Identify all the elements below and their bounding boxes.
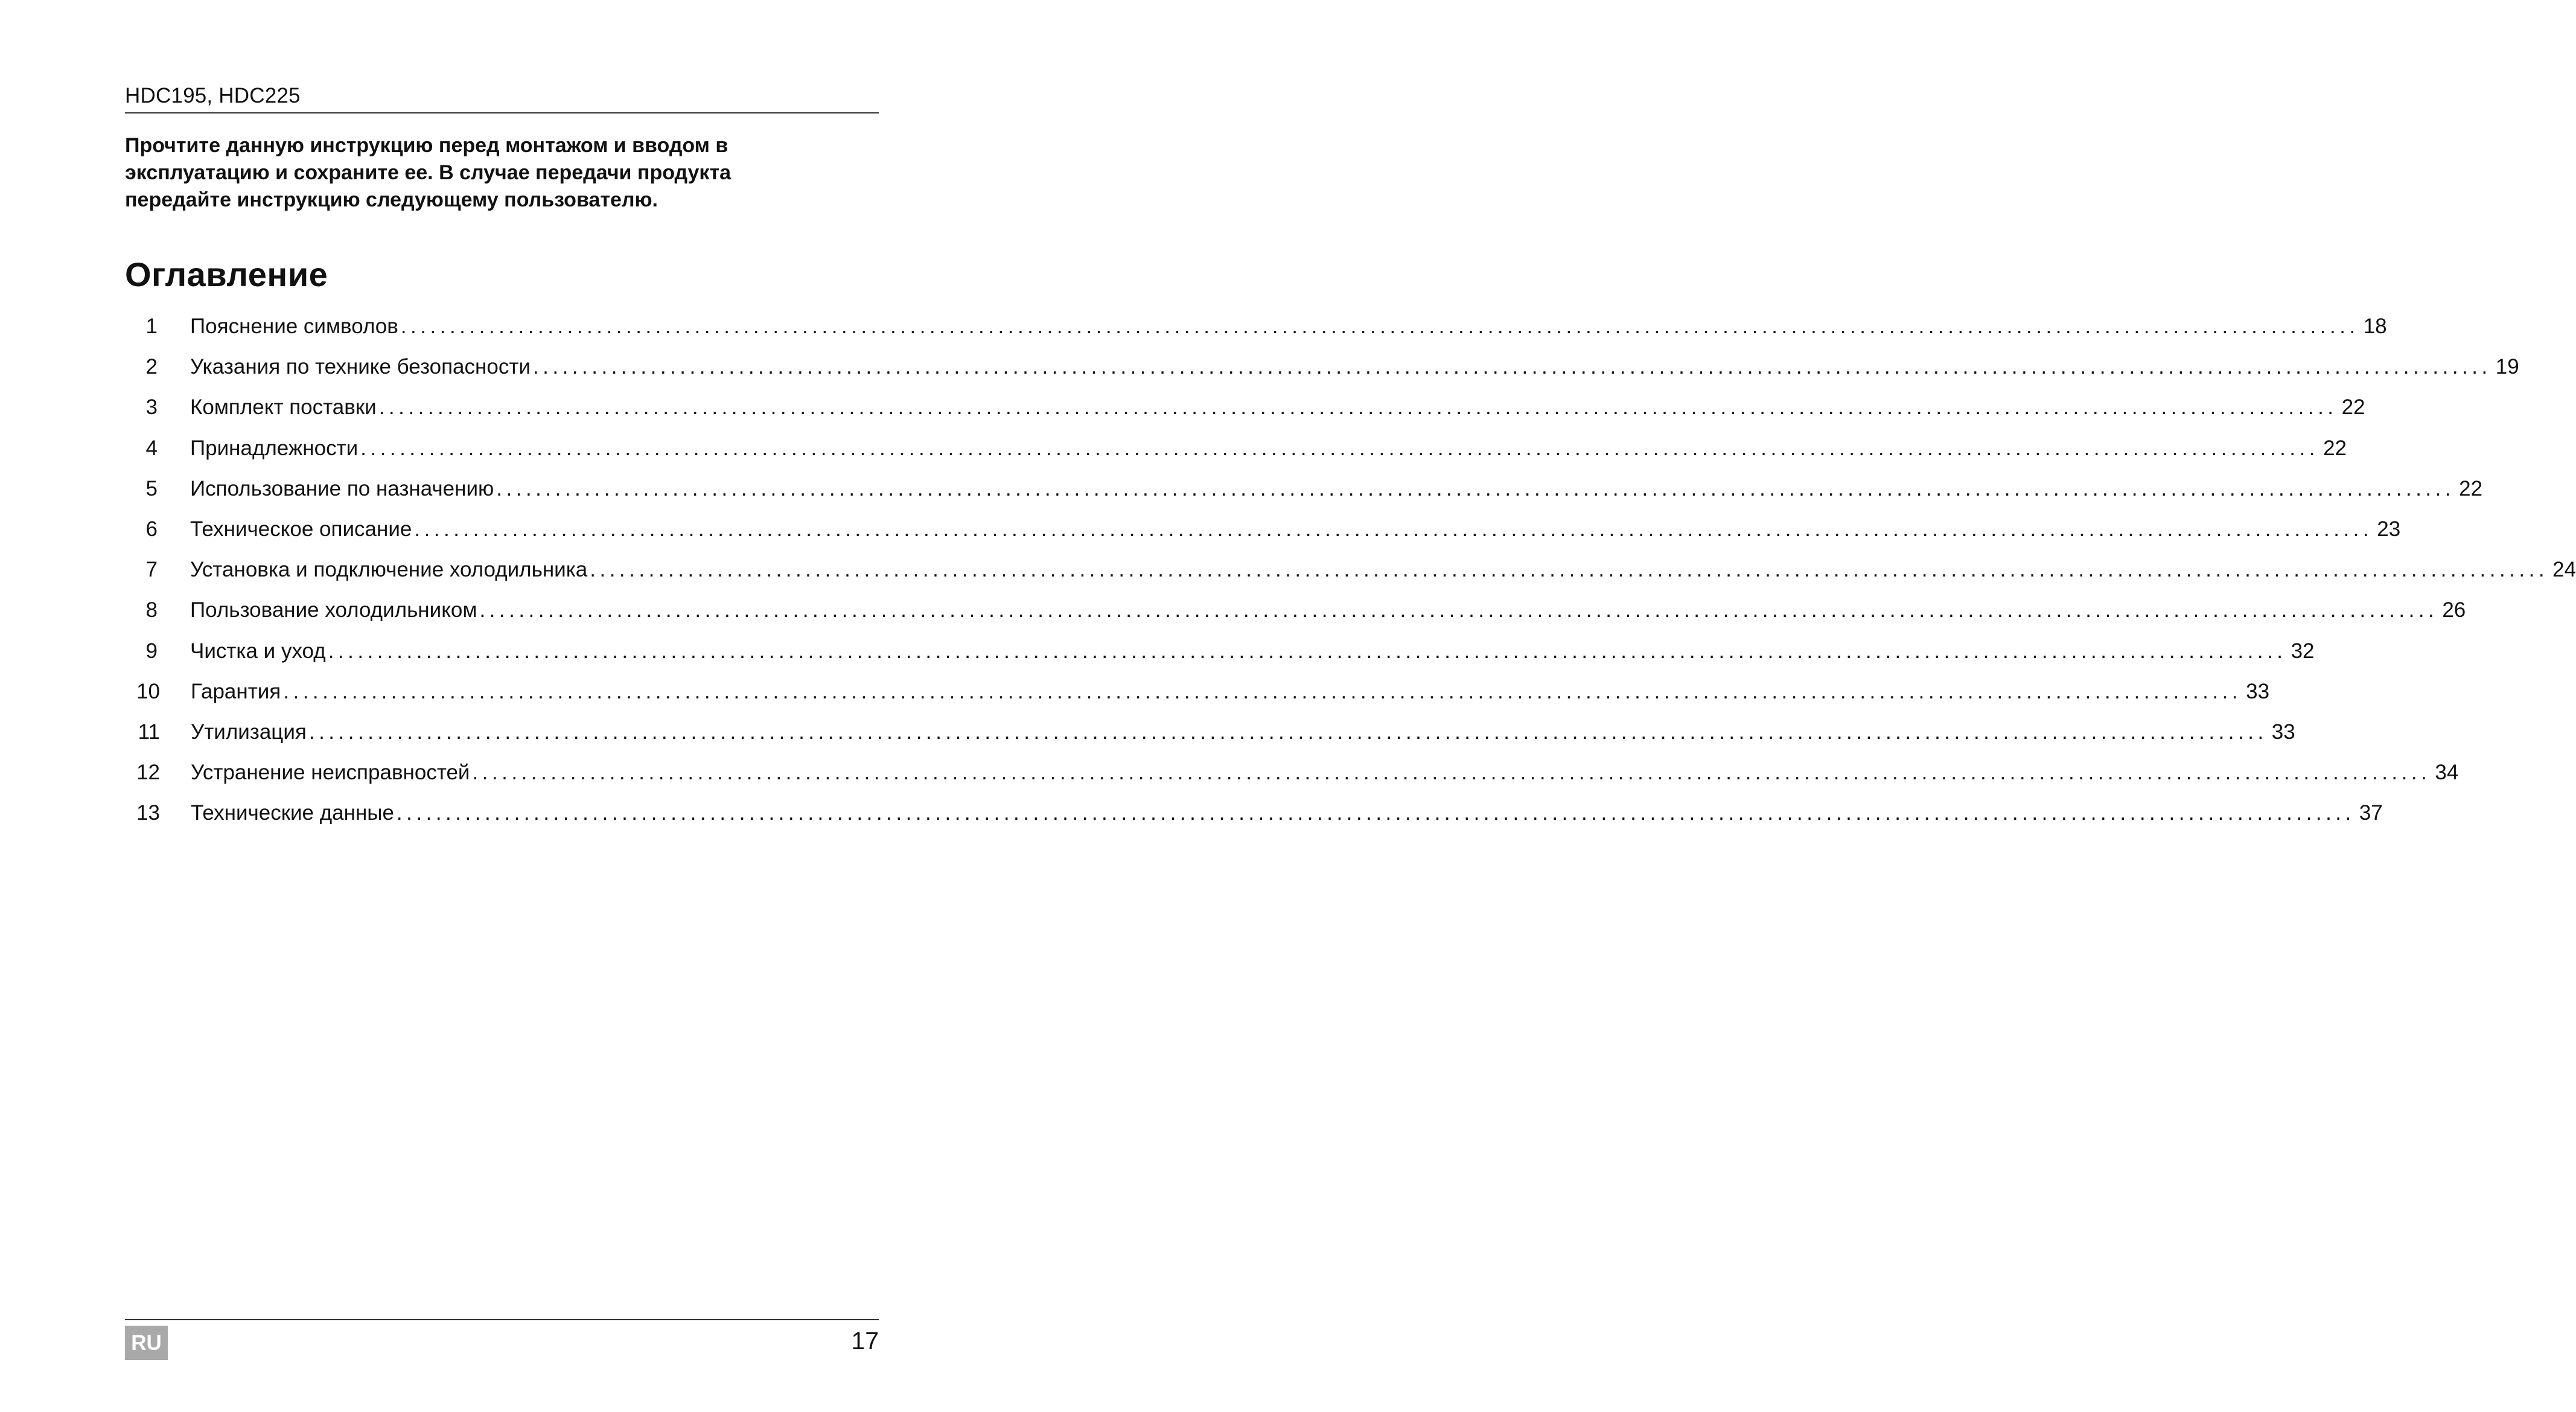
- toc-entry-number: 6: [145, 517, 158, 541]
- toc-entry[interactable]: [125, 392, 2365, 432]
- toc-entry-number: 8: [145, 598, 158, 622]
- toc-entry[interactable]: [125, 636, 2315, 676]
- toc-entry-page: 24: [2552, 558, 2576, 582]
- toc-entry[interactable]: [125, 757, 2459, 797]
- toc-entry-title: Комплект поставки: [190, 395, 377, 420]
- toc-entry-title: Утилизация: [191, 720, 307, 744]
- toc-entry-page: 34: [2435, 761, 2459, 785]
- toc-entry-title: Гарантия: [191, 679, 281, 703]
- table-of-contents: [125, 311, 2576, 838]
- toc-entry-number: 1: [145, 315, 158, 338]
- toc-dot-leader: ........................................................................................................................................................................................................: [396, 801, 2355, 825]
- toc-entry[interactable]: [125, 554, 2576, 595]
- intro-line: эксплуатацию и сохраните ее. В случае передачи продукта: [125, 161, 732, 184]
- toc-entry[interactable]: [125, 797, 2383, 838]
- toc-entry-page: 26: [2442, 598, 2466, 622]
- toc-entry-page: 18: [2363, 315, 2387, 338]
- toc-entry-page: 23: [2377, 517, 2401, 541]
- toc-entry-number: 7: [145, 558, 158, 582]
- toc-entry-page: 33: [2246, 679, 2270, 703]
- toc-dot-leader: ........................................................................................................................................................................................................: [328, 639, 2287, 663]
- intro-line: передайте инструкцию следующему пользователю.: [125, 188, 658, 211]
- toc-entry-number: 12: [136, 761, 160, 785]
- toc-dot-leader: ........................................................................................................................................................................................................: [414, 517, 2373, 541]
- toc-dot-leader: ........................................................................................................................................................................................................: [496, 476, 2455, 500]
- toc-dot-leader: ........................................................................................................................................................................................................: [532, 355, 2492, 379]
- toc-entry-number: 11: [138, 720, 160, 744]
- toc-entry[interactable]: [125, 473, 2483, 514]
- language-badge: RU: [125, 1326, 168, 1360]
- toc-entry-number: 3: [145, 395, 158, 420]
- toc-entry-title: Техническое описание: [190, 517, 412, 541]
- toc-entry-number: 5: [145, 476, 158, 500]
- toc-entry-page: 33: [2271, 720, 2295, 744]
- toc-entry[interactable]: [125, 351, 2519, 392]
- toc-entry-title: Использование по назначению: [190, 476, 494, 500]
- toc-entry[interactable]: [125, 717, 2295, 757]
- intro-line: Прочтите данную инструкцию перед монтажом и вводом в: [125, 134, 728, 157]
- toc-dot-leader: ........................................................................................................................................................................................................: [479, 598, 2438, 622]
- toc-dot-leader: ........................................................................................................................................................................................................: [378, 395, 2338, 420]
- toc-entry-page: 32: [2291, 639, 2315, 663]
- toc-entry-number: 9: [145, 639, 158, 663]
- page-number: 17: [851, 1327, 879, 1355]
- toc-entry-title: Устранение неисправностей: [191, 761, 470, 785]
- toc-entry-number: 2: [145, 355, 158, 379]
- toc-entry[interactable]: [125, 676, 2270, 717]
- toc-entry-title: Чистка и уход: [190, 639, 326, 663]
- toc-entry-page: 22: [2341, 395, 2365, 420]
- toc-dot-leader: ........................................................................................................................................................................................................: [590, 558, 2549, 582]
- toc-entry-title: Технические данные: [191, 801, 394, 825]
- toc-entry[interactable]: [125, 595, 2466, 635]
- header-divider: [125, 112, 879, 113]
- toc-entry-title: Принадлежности: [190, 436, 359, 460]
- intro-notice: [125, 132, 879, 214]
- toc-dot-leader: ........................................................................................................................................................................................................: [283, 679, 2242, 703]
- toc-entry-page: 22: [2323, 436, 2347, 460]
- toc-dot-leader: ........................................................................................................................................................................................................: [360, 436, 2319, 460]
- toc-dot-leader: ........................................................................................................................................................................................................: [400, 315, 2359, 338]
- toc-dot-leader: ........................................................................................................................................................................................................: [308, 720, 2268, 744]
- toc-entry-page: 19: [2495, 355, 2519, 379]
- toc-entry[interactable]: [125, 433, 2347, 473]
- document-model-header: HDC195, HDC225: [125, 84, 301, 107]
- toc-entry[interactable]: [125, 311, 2387, 351]
- toc-entry-title: Установка и подключение холодильника: [190, 558, 588, 582]
- toc-entry-number: 4: [145, 436, 158, 460]
- toc-dot-leader: ........................................................................................................................................................................................................: [472, 761, 2431, 785]
- toc-title: Оглавление: [125, 255, 328, 293]
- toc-entry-title: Пользование холодильником: [190, 598, 477, 622]
- toc-entry-title: Пояснение символов: [190, 315, 398, 338]
- toc-entry-title: Указания по технике безопасности: [190, 355, 531, 379]
- toc-entry-number: 10: [136, 679, 160, 703]
- footer-divider: [125, 1319, 879, 1320]
- toc-entry-page: 37: [2359, 801, 2383, 825]
- toc-entry-page: 22: [2459, 476, 2483, 500]
- toc-entry-number: 13: [136, 801, 160, 825]
- toc-entry[interactable]: [125, 514, 2401, 554]
